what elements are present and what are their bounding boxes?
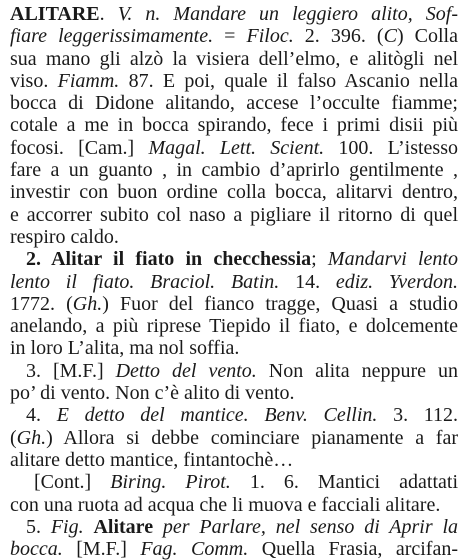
body-text: in loro L’alita, ma nol soffia. xyxy=(10,337,240,360)
text-line xyxy=(10,449,458,471)
body-text xyxy=(84,516,94,538)
italic-text: Gh. xyxy=(72,292,103,315)
body-text: 3. 112. xyxy=(377,404,458,427)
text-line xyxy=(10,92,458,114)
text-line xyxy=(10,471,458,493)
italic-text: ediz. Yverdon. xyxy=(335,270,459,293)
italic-text: Fig. xyxy=(50,515,84,538)
body-text: bocca di Didone alitando, accese l’occulte fiamme; xyxy=(10,92,458,115)
text-line xyxy=(10,538,458,560)
body-text: 100. L’istesso xyxy=(324,136,458,159)
italic-text: V. n. Mandare un leggiero alito, Sof- xyxy=(117,3,458,25)
body-text: ( xyxy=(10,426,17,449)
body-text: [Cont.] xyxy=(34,471,111,494)
headword-text: ALITARE xyxy=(10,3,100,25)
text-line xyxy=(10,293,458,315)
body-text: focosi. [Cam.] xyxy=(10,136,149,159)
italic-text: lento il fiato. Braciol. Batin. xyxy=(10,270,280,293)
body-text: 4. xyxy=(26,404,57,427)
italic-text: bocca. xyxy=(10,538,63,560)
text-line xyxy=(10,404,458,426)
text-line xyxy=(10,226,458,248)
text-line xyxy=(10,204,458,226)
text-line xyxy=(10,70,458,92)
body-text: cotale a me in bocca spirando, fece i primi disii più xyxy=(10,114,458,137)
body-text: 87. E poi, quale il falso Ascanio nella xyxy=(119,69,459,92)
italic-text: Fag. Comm. xyxy=(140,538,249,560)
body-text: anelando, a più riprese Tiepido il fiato, e dolcemente xyxy=(10,315,458,338)
italic-text: Biring. Pirot. xyxy=(110,471,231,494)
italic-text: per Parlare, nel senso di Aprir la xyxy=(162,515,459,538)
text-line xyxy=(10,137,458,159)
text-line xyxy=(10,516,458,538)
body-text: [M.F.] xyxy=(62,538,141,560)
text-line xyxy=(10,382,458,404)
text-line xyxy=(10,427,458,449)
body-text: ) Fuor del fianco tragge, Quasi a studio xyxy=(102,292,458,315)
text-line xyxy=(10,494,458,516)
body-text: respiro caldo. xyxy=(10,225,119,248)
body-text: e accorrer subito col naso a pigliare il ritorno di quel xyxy=(10,203,458,226)
italic-text: Filoc. xyxy=(246,25,294,48)
body-text: 5. xyxy=(26,515,51,538)
body-text: 3. [M.F.] xyxy=(26,359,116,382)
body-text: sua mano gli alzò la visiera dell’elmo, e alitògli nel xyxy=(10,47,458,70)
body-text: 2. 396. ( xyxy=(293,25,384,48)
italic-text: Gh. xyxy=(16,426,47,449)
body-text: . xyxy=(99,3,118,25)
italic-text: Detto del vento. xyxy=(115,359,257,382)
text-line xyxy=(10,114,458,136)
text-line xyxy=(10,248,458,270)
body-text: 1772. ( xyxy=(10,292,73,315)
body-text: alitare detto mantice, fintantochè… xyxy=(10,448,294,471)
body-text: fare a un guanto , in cambio d’aprirlo gentilmente , xyxy=(10,159,458,182)
body-text: investir con buon ordine colla bocca, alitarvi dentro, xyxy=(10,181,458,204)
text-line xyxy=(10,315,458,337)
text-line xyxy=(10,360,458,382)
headword-text: 2. Alitar il fiato in checchessia xyxy=(26,248,312,271)
body-text: Non alita neppure un xyxy=(256,359,458,382)
text-line xyxy=(10,159,458,181)
headword-text: Alitare xyxy=(93,515,154,538)
body-text: Quella Frasia, arcifan- xyxy=(248,538,459,560)
italic-text: E detto del mantice. Benv. Cellin. xyxy=(56,404,378,427)
body-text: 1. 6. Mantici adattati xyxy=(230,471,459,494)
body-text: ) Allora si debbe cominciare pianamente a far xyxy=(46,426,458,449)
body-text: = xyxy=(213,25,247,48)
italic-text: C xyxy=(383,25,397,48)
text-line xyxy=(10,271,458,293)
text-line xyxy=(10,181,458,203)
body-text: 14. xyxy=(279,270,336,293)
text-line xyxy=(10,3,458,25)
body-text: con una ruota ad acqua che li muova e facciali alitare. xyxy=(10,493,441,516)
italic-text: Mandarvi lento xyxy=(327,248,458,271)
body-text: ; xyxy=(311,248,328,271)
italic-text: Fiamm. xyxy=(57,69,120,92)
italic-text: Magal. Lett. Scient. xyxy=(148,136,325,159)
body-text: ) Colla xyxy=(396,25,458,48)
body-text xyxy=(153,516,163,538)
body-text: po’ di vento. Non c’è alito di vento. xyxy=(10,382,295,405)
text-line xyxy=(10,25,458,47)
entry-alitare xyxy=(10,3,458,560)
text-line xyxy=(10,48,458,70)
text-line xyxy=(10,337,458,359)
body-text: viso. xyxy=(10,69,58,92)
italic-text: fiare leggerissimamente. xyxy=(10,25,214,48)
